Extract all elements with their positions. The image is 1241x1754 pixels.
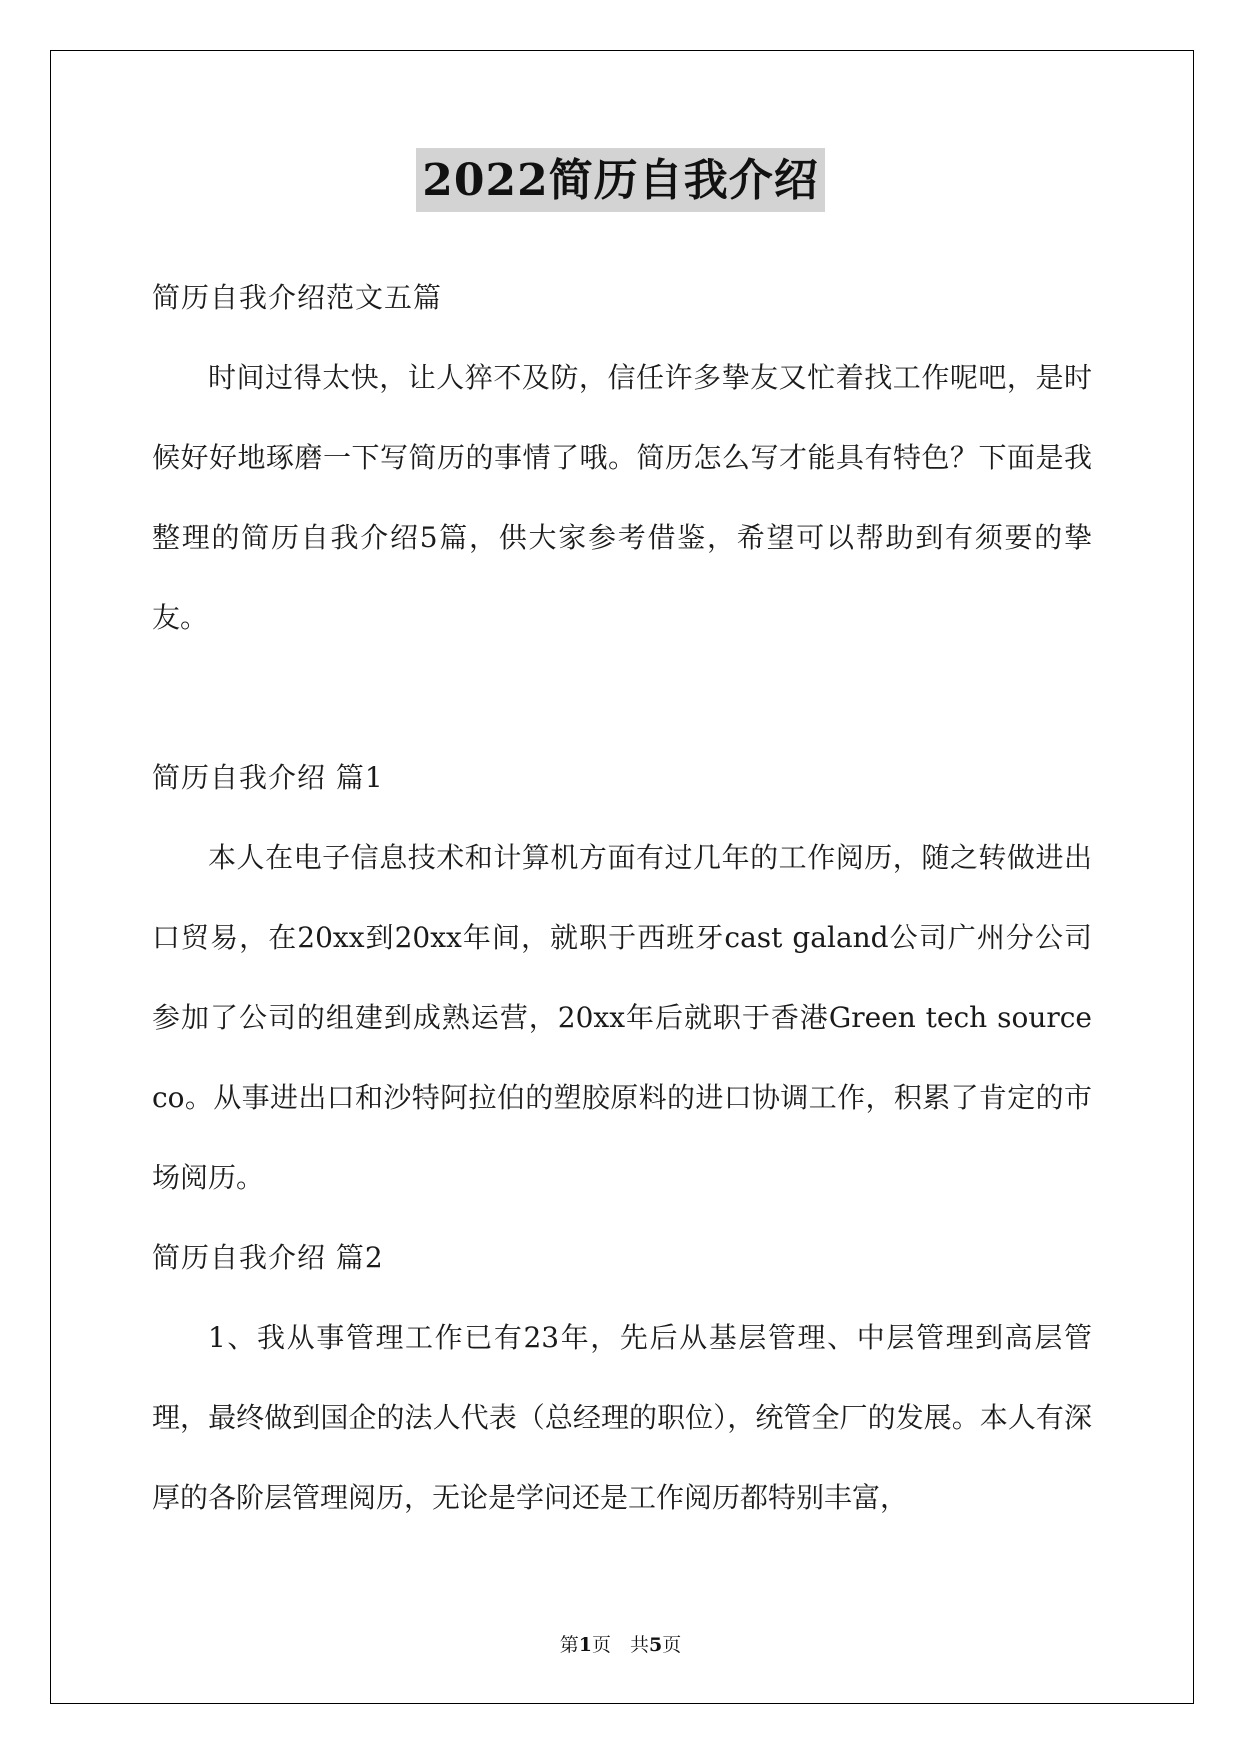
footer-mid: 页 共 — [591, 1634, 649, 1656]
section-heading-2: 简历自我介绍 篇2 — [152, 1241, 384, 1274]
footer-prefix: 第 — [559, 1634, 579, 1656]
section-heading-1: 简历自我介绍 篇1 — [152, 761, 384, 794]
document-body — [152, 258, 1092, 1538]
section-body-1: 本人在电子信息技术和计算机方面有过几年的工作阅历，随之转做进出口贸易，在20xx到20xx年间，就职于西班牙cast galand公司广州分公司参加了公司的组建到成熟运营，20xx年后就职于香港Green tech source co。从事进出口和沙特阿拉伯的塑胶原料的进口协调工作，积累了肯定的市场阅历。 — [152, 841, 1092, 1194]
document-title: 2022简历自我介绍 — [416, 148, 824, 212]
footer-total-pages: 5 — [649, 1634, 663, 1656]
footer-page-number: 1 — [578, 1634, 592, 1656]
blank-line — [152, 658, 1092, 738]
title-container — [0, 148, 1241, 212]
intro-paragraph: 时间过得太快，让人猝不及防，信任许多挚友又忙着找工作呢吧，是时候好好地琢磨一下写简历的事情了哦。简历怎么写才能具有特色？下面是我整理的简历自我介绍5篇，供大家参考借鉴，希望可以帮助到有须要的挚友。 — [152, 361, 1092, 634]
section-body-2: 1、我从事管理工作已有23年，先后从基层管理、中层管理到高层管理，最终做到国企的法人代表（总经理的职位），统管全厂的发展。本人有深厚的各阶层管理阅历，无论是学问还是工作阅历都特别丰富， — [152, 1321, 1092, 1514]
document-subtitle: 简历自我介绍范文五篇 — [152, 281, 443, 314]
page-footer — [0, 1630, 1241, 1657]
footer-suffix: 页 — [662, 1634, 682, 1656]
